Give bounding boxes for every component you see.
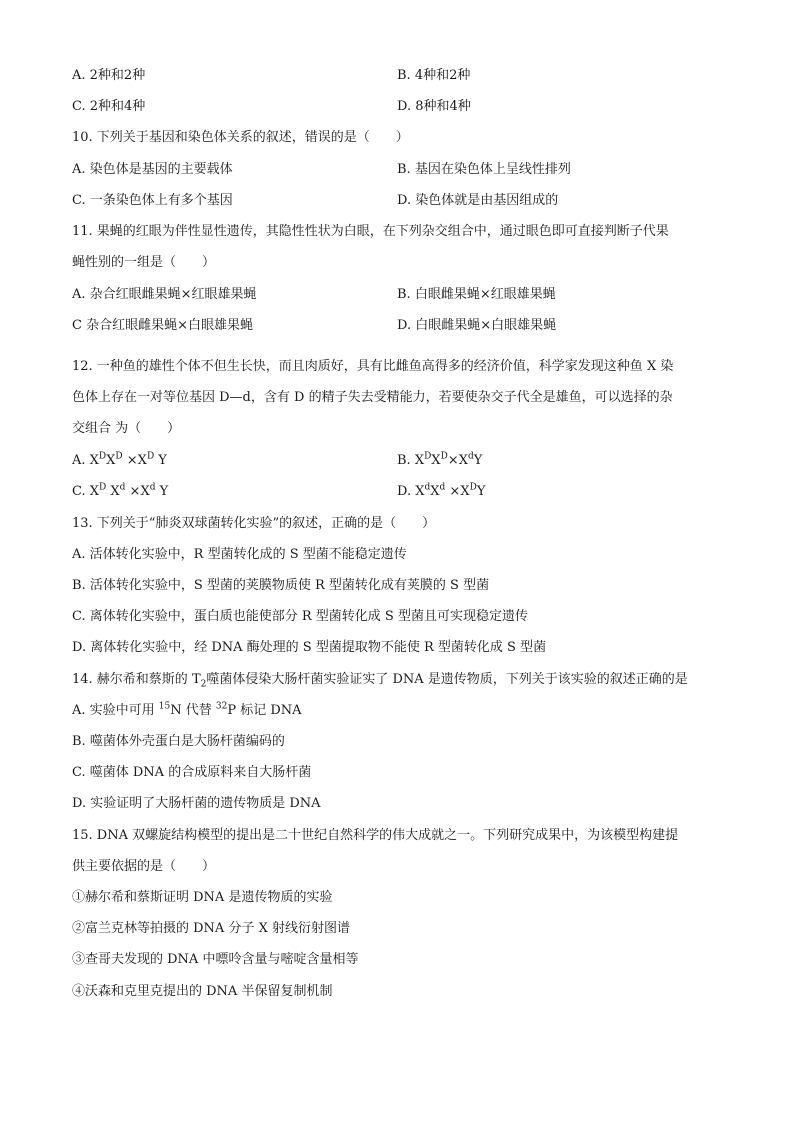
q13-option-d: D. 离体转化实验中，经 DNA 酶处理的 S 型菌提取物不能使 R 型菌转化成 S 型菌	[72, 640, 547, 655]
q11-option-d: D. 白眼雌果蝇×白眼雄果蝇	[397, 318, 557, 333]
q15-item-1: ①赫尔希和蔡斯证明 DNA 是遗传物质的实验	[72, 890, 333, 905]
q12-stem-line2: 色体上存在一对等位基因 D—d，含有 D 的精子失去受精能力，若要使杂交子代全是雄鱼，可以选择的杂	[72, 390, 673, 405]
q10-stem: 10. 下列关于基因和染色体关系的叙述，错误的是（ ）	[72, 130, 409, 145]
q13-stem: 13. 下列关于“肺炎双球菌转化实验”的叙述，正确的是（ ）	[72, 516, 436, 531]
q9-option-c: C. 2种和4种	[72, 99, 146, 114]
q15-stem-line2: 供主要依据的是（ ）	[72, 859, 216, 874]
q11-option-a: A. 杂合红眼雌果蝇×红眼雄果蝇	[72, 287, 257, 302]
q14-option-b: B. 噬菌体外壳蛋白是大肠杆菌编码的	[72, 734, 285, 749]
q13-option-b: B. 活体转化实验中，S 型菌的荚膜物质使 R 型菌转化成有荚膜的 S 型菌	[72, 578, 490, 593]
q13-option-a: A. 活体转化实验中，R 型菌转化成的 S 型菌不能稳定遗传	[72, 547, 407, 562]
q9-option-a: A. 2种和2种	[72, 68, 146, 83]
q15-item-4: ④沃森和克里克提出的 DNA 半保留复制机制	[72, 984, 333, 999]
q11-option-b: B. 白眼雌果蝇×红眼雄果蝇	[397, 287, 556, 302]
q9-option-b: B. 4种和2种	[397, 68, 471, 83]
q11-option-c: C 杂合红眼雌果蝇×白眼雄果蝇	[72, 318, 253, 333]
q12-option-a: A. $X^DX^D \times X^D$ Y	[72, 451, 167, 468]
q14-option-a: A. 实验中可用 $^{15}$N 代替 $^{32}$P 标记 DNA	[72, 701, 302, 718]
q10-option-a: A. 染色体是基因的主要载体	[72, 162, 233, 177]
q15-item-2: ②富兰克林等拍摄的 DNA 分子 X 射线衍射图谱	[72, 921, 350, 936]
q12-option-c: C. $X^D$ $X^d \times X^d$ Y	[72, 482, 169, 499]
q9-option-d: D. 8种和4种	[397, 99, 471, 114]
q10-option-d: D. 染色体就是由基因组成的	[397, 193, 559, 208]
q12-stem-line3: 交组合 为（ ）	[72, 421, 181, 436]
q14-option-c: C. 噬菌体 DNA 的合成原料来自大肠杆菌	[72, 765, 312, 780]
q12-option-b: B. $X^DX^D\times X^dY$	[397, 451, 483, 468]
q15-item-3: ③查哥夫发现的 DNA 中嘌呤含量与嘧啶含量相等	[72, 952, 359, 967]
q13-option-c: C. 离体转化实验中，蛋白质也能使部分 R 型菌转化成 S 型菌且可实现稳定遗传	[72, 609, 528, 624]
q11-stem-line1: 11. 果蝇的红眼为伴性显性遗传，其隐性性状为白眼，在下列杂交组合中，通过眼色即可直接判断子代果	[72, 224, 669, 239]
q10-option-c: C. 一条染色体上有多个基因	[72, 193, 233, 208]
q10-option-b: B. 基因在染色体上呈线性排列	[397, 162, 571, 177]
q14-stem: 14. 赫尔希和蔡斯的 $T_2$噬菌体侵染大肠杆菌实验证实了 DNA 是遗传物质，下列关于该实验的叙述正确的是	[72, 672, 688, 690]
q14-option-d: D. 实验证明了大肠杆菌的遗传物质是 DNA	[72, 796, 321, 811]
q11-stem-line2: 蝇性别的一组是（ ）	[72, 255, 216, 270]
q12-option-d: D. $X^dX^d \times X^DY$	[397, 482, 486, 499]
q15-stem-line1: 15. DNA 双螺旋结构模型的提出是二十世纪自然科学的伟大成就之一。下列研究成果中，为该模型构建提	[72, 828, 679, 843]
q12-stem-line1: 12. 一种鱼的雄性个体不但生长快，而且肉质好，具有比雌鱼高得多的经济价值，科学家发现这种鱼 X 染	[72, 359, 674, 374]
